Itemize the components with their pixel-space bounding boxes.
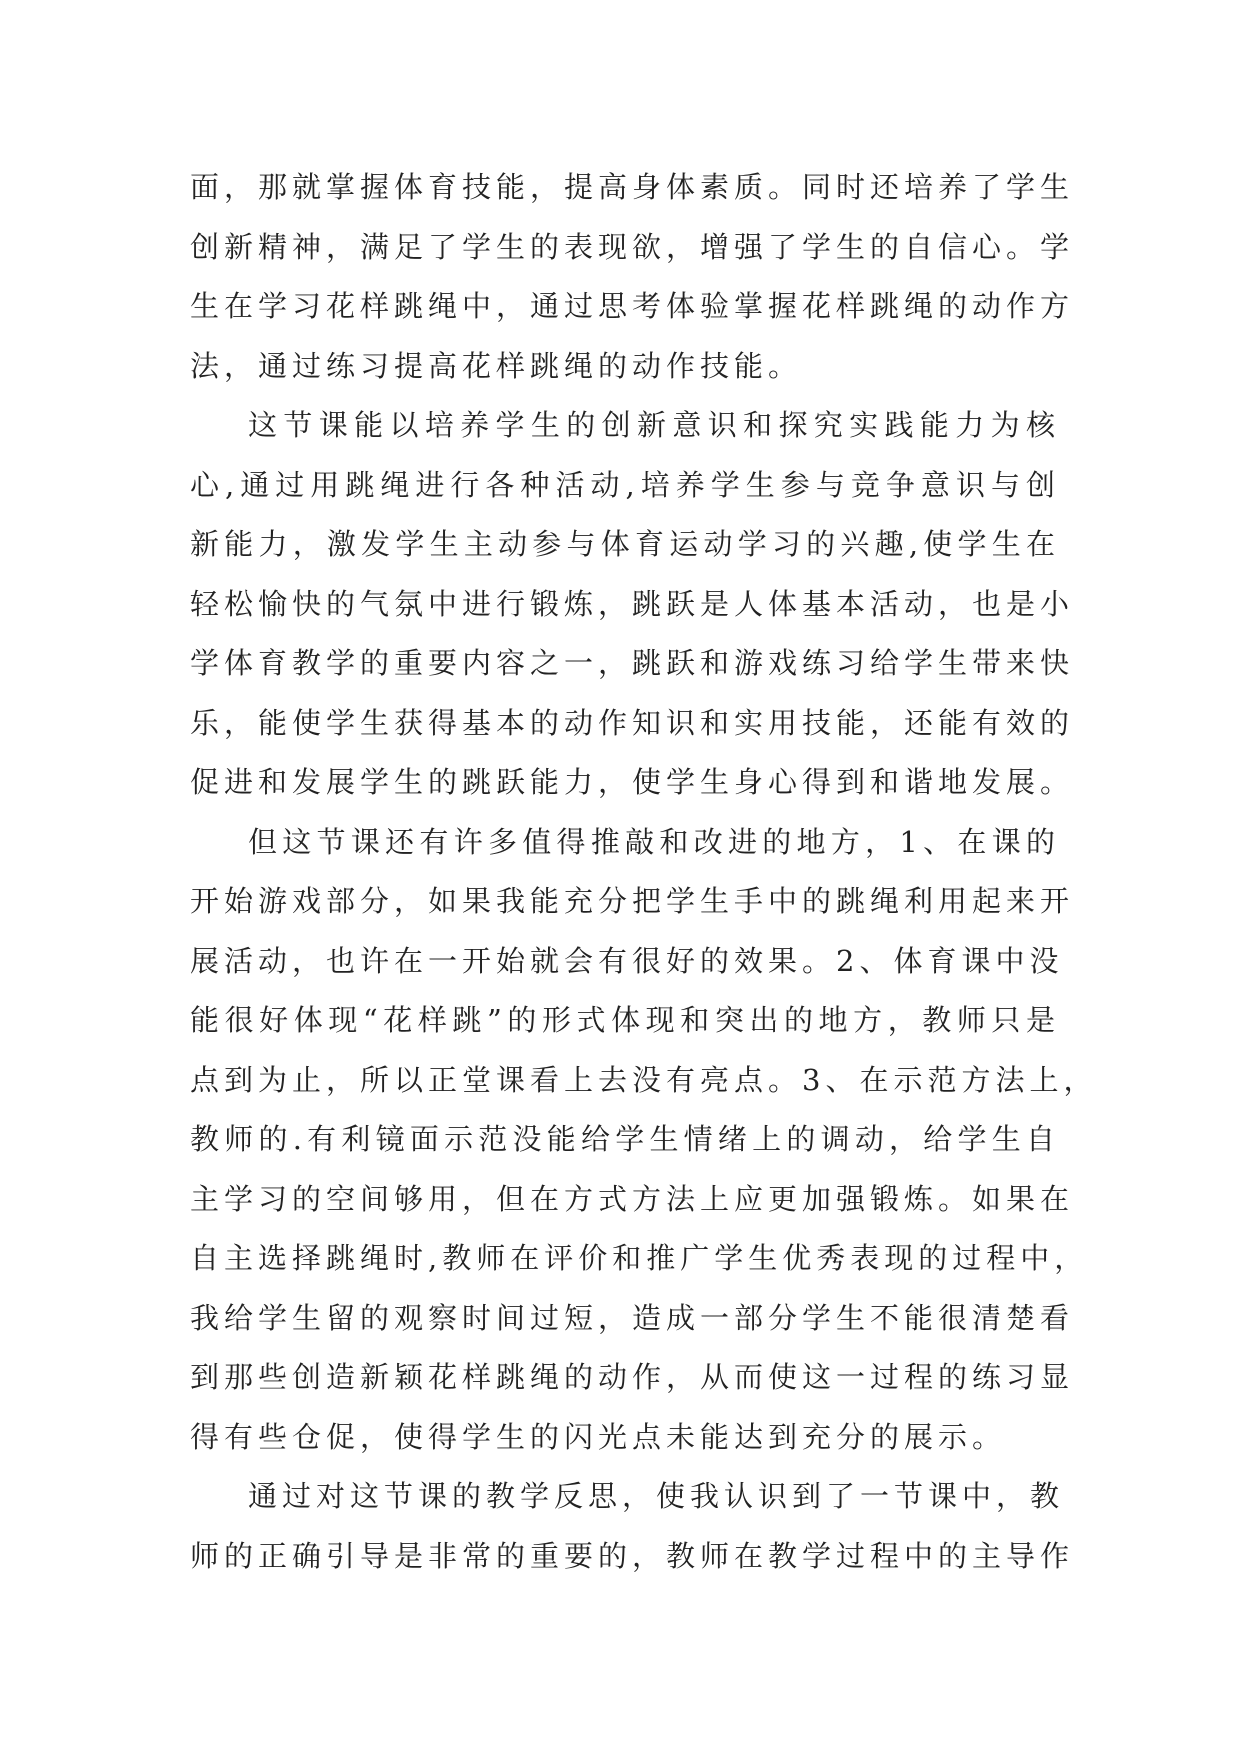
- text-line: 师的正确引导是非常的重要的，教师在教学过程中的主导作: [190, 1538, 1075, 1573]
- paragraph-start-line: 这节课能以培养学生的创新意识和探究实践能力为核: [248, 408, 1060, 442]
- text-line: 创新精神，满足了学生的表现欲，增强了学生的自信心。学: [190, 229, 1075, 264]
- text-line: 点到为止，所以正堂课看上去没有亮点。3、在示范方法上，: [190, 1062, 1098, 1097]
- text-line: 得有些仓促，使得学生的闪光点未能达到充分的展示。: [190, 1419, 1007, 1454]
- body-text: [190, 158, 1098, 1586]
- text-line: 面，那就掌握体育技能，提高身体素质。同时还培养了学生: [190, 170, 1075, 204]
- text-line: 能很好体现“花样跳”的形式体现和突出的地方，教师只是: [190, 1003, 1060, 1037]
- text-line: 教师的.有利镜面示范没能给学生情绪上的调动，给学生自: [190, 1122, 1060, 1156]
- text-line: 学体育教学的重要内容之一，跳跃和游戏练习给学生带来快: [190, 646, 1075, 680]
- text-line: 到那些创造新颖花样跳绳的动作，从而使这一过程的练习显: [190, 1360, 1075, 1394]
- text-line: 开始游戏部分，如果我能充分把学生手中的跳绳利用起来开: [190, 884, 1075, 918]
- text-line: 心,通过用跳绳进行各种活动,培养学生参与竞争意识与创: [190, 467, 1060, 502]
- text-line: 乐，能使学生获得基本的动作知识和实用技能，还能有效的: [190, 705, 1075, 740]
- paragraph-start-line: 但这节课还有许多值得推敲和改进的地方，1、在课的: [248, 824, 1060, 859]
- text-line: 自主选择跳绳时,教师在评价和推广学生优秀表现的过程中，: [190, 1241, 1089, 1275]
- paragraph-start-line: 通过对这节课的教学反思，使我认识到了一节课中，教: [248, 1479, 1065, 1513]
- text-line: 我给学生留的观察时间过短，造成一部分学生不能很清楚看: [190, 1300, 1075, 1335]
- text-line: 新能力，激发学生主动参与体育运动学习的兴趣,使学生在: [190, 527, 1060, 561]
- text-line: 轻松愉快的气氛中进行锻炼，跳跃是人体基本活动，也是小: [190, 586, 1075, 621]
- text-line: 主学习的空间够用，但在方式方法上应更加强锻炼。如果在: [190, 1181, 1075, 1216]
- text-line: 法，通过练习提高花样跳绳的动作技能。: [190, 348, 803, 383]
- text-line: 生在学习花样跳绳中，通过思考体验掌握花样跳绳的动作方: [190, 289, 1075, 323]
- text-line: 促进和发展学生的跳跃能力，使学生身心得到和谐地发展。: [190, 765, 1075, 799]
- text-line: 展活动，也许在一开始就会有很好的效果。2、体育课中没: [190, 943, 1064, 978]
